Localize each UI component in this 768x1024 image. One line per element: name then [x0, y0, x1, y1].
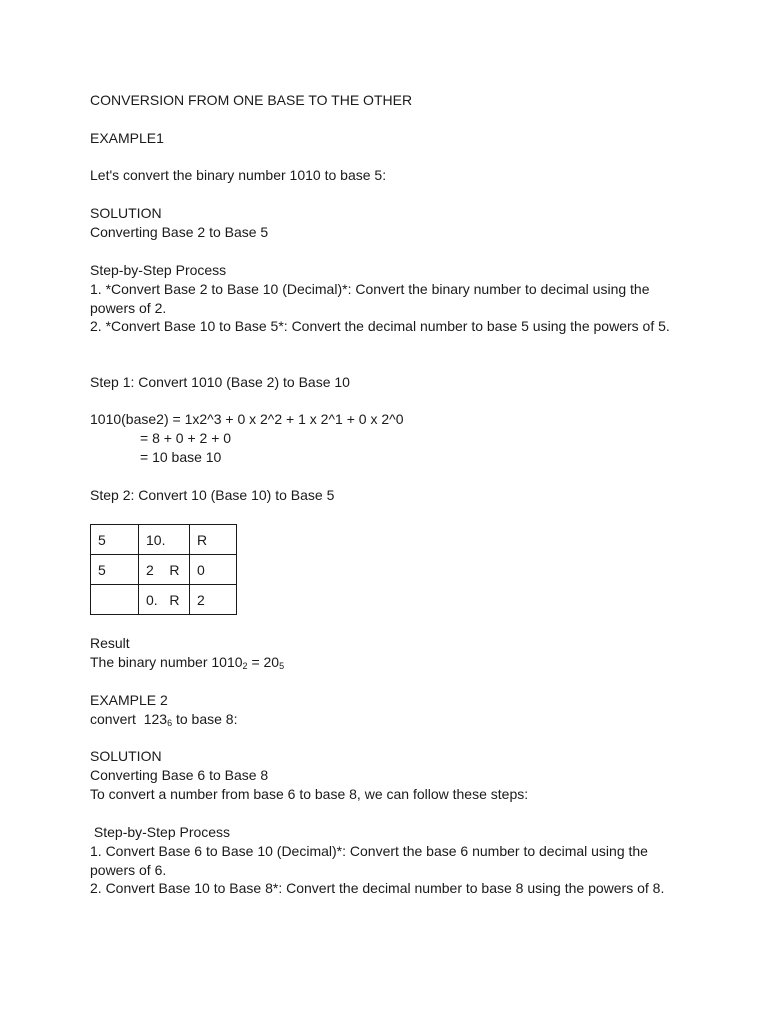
example2-prompt-prefix: convert 123 [90, 711, 168, 727]
example1-step-list-item-2: 2. *Convert Base 10 to Base 5*: Convert the decimal number to base 5 using the powers of 5. [90, 318, 670, 334]
example1-heading: EXAMPLE1 [90, 130, 164, 146]
division-table [90, 524, 237, 615]
example1-calc-line-3: = 10 base 10 [140, 449, 222, 465]
example1-prompt: Let's convert the binary number 1010 to base 5: [90, 167, 387, 183]
example1-result-heading: Result [90, 635, 130, 651]
example1-subheading: Converting Base 2 to Base 5 [90, 224, 269, 240]
table-cell: 10. [139, 525, 190, 555]
example1-step2-heading: Step 2: Convert 10 (Base 10) to Base 5 [90, 487, 335, 503]
example1-solution-heading: SOLUTION [90, 205, 162, 221]
example1-process-heading: Step-by-Step Process [90, 262, 227, 278]
table-cell [91, 585, 139, 615]
table-cell: 5 [91, 525, 139, 555]
example2-prompt-suffix: to base 8: [172, 711, 238, 727]
page-title: CONVERSION FROM ONE BASE TO THE OTHER [90, 92, 413, 108]
example1-step1-heading: Step 1: Convert 1010 (Base 2) to Base 10 [90, 374, 350, 390]
table-cell: R [190, 525, 237, 555]
result-equals: = 20 [247, 654, 280, 670]
table-row [91, 525, 237, 555]
example1-calc-line-1: 1010(base2) = 1x2^3 + 0 x 2^2 + 1 x 2^1 + 0 x 2^0 [90, 411, 404, 427]
table-cell: 2 [190, 585, 237, 615]
table-row [91, 585, 237, 615]
table-cell: 0. R [139, 585, 190, 615]
example1-step-list-item-1: 1. *Convert Base 2 to Base 10 (Decimal)*: Convert the binary number to decimal using the powers of 2. [90, 281, 650, 316]
example2-heading: EXAMPLE 2 [90, 692, 168, 708]
result-base-to: 5 [279, 661, 285, 671]
example1-result-line [90, 653, 284, 672]
result-prefix: The binary number 1010 [90, 654, 243, 670]
example2-step-list-item-1: 1. Convert Base 6 to Base 10 (Decimal)*: Convert the base 6 number to decimal using the powers of 6. [90, 843, 648, 878]
table-cell: 0 [190, 555, 237, 585]
example2-prompt-base: 6 [167, 718, 173, 728]
table-cell: 5 [91, 555, 139, 585]
example2-solution-heading: SOLUTION [90, 748, 162, 764]
example2-intro: To convert a number from base 6 to base 8, we can follow these steps: [90, 786, 529, 802]
result-base-from: 2 [242, 661, 248, 671]
example2-process-heading: Step-by-Step Process [90, 824, 231, 840]
example1-calc-line-2: = 8 + 0 + 2 + 0 [140, 430, 232, 446]
table-cell: 2 R [139, 555, 190, 585]
table-row [91, 555, 237, 585]
example2-subheading: Converting Base 6 to Base 8 [90, 767, 269, 783]
example2-prompt [90, 710, 237, 729]
example2-step-list-item-2: 2. Convert Base 10 to Base 8*: Convert the decimal number to base 8 using the powers of 8. [90, 880, 665, 896]
